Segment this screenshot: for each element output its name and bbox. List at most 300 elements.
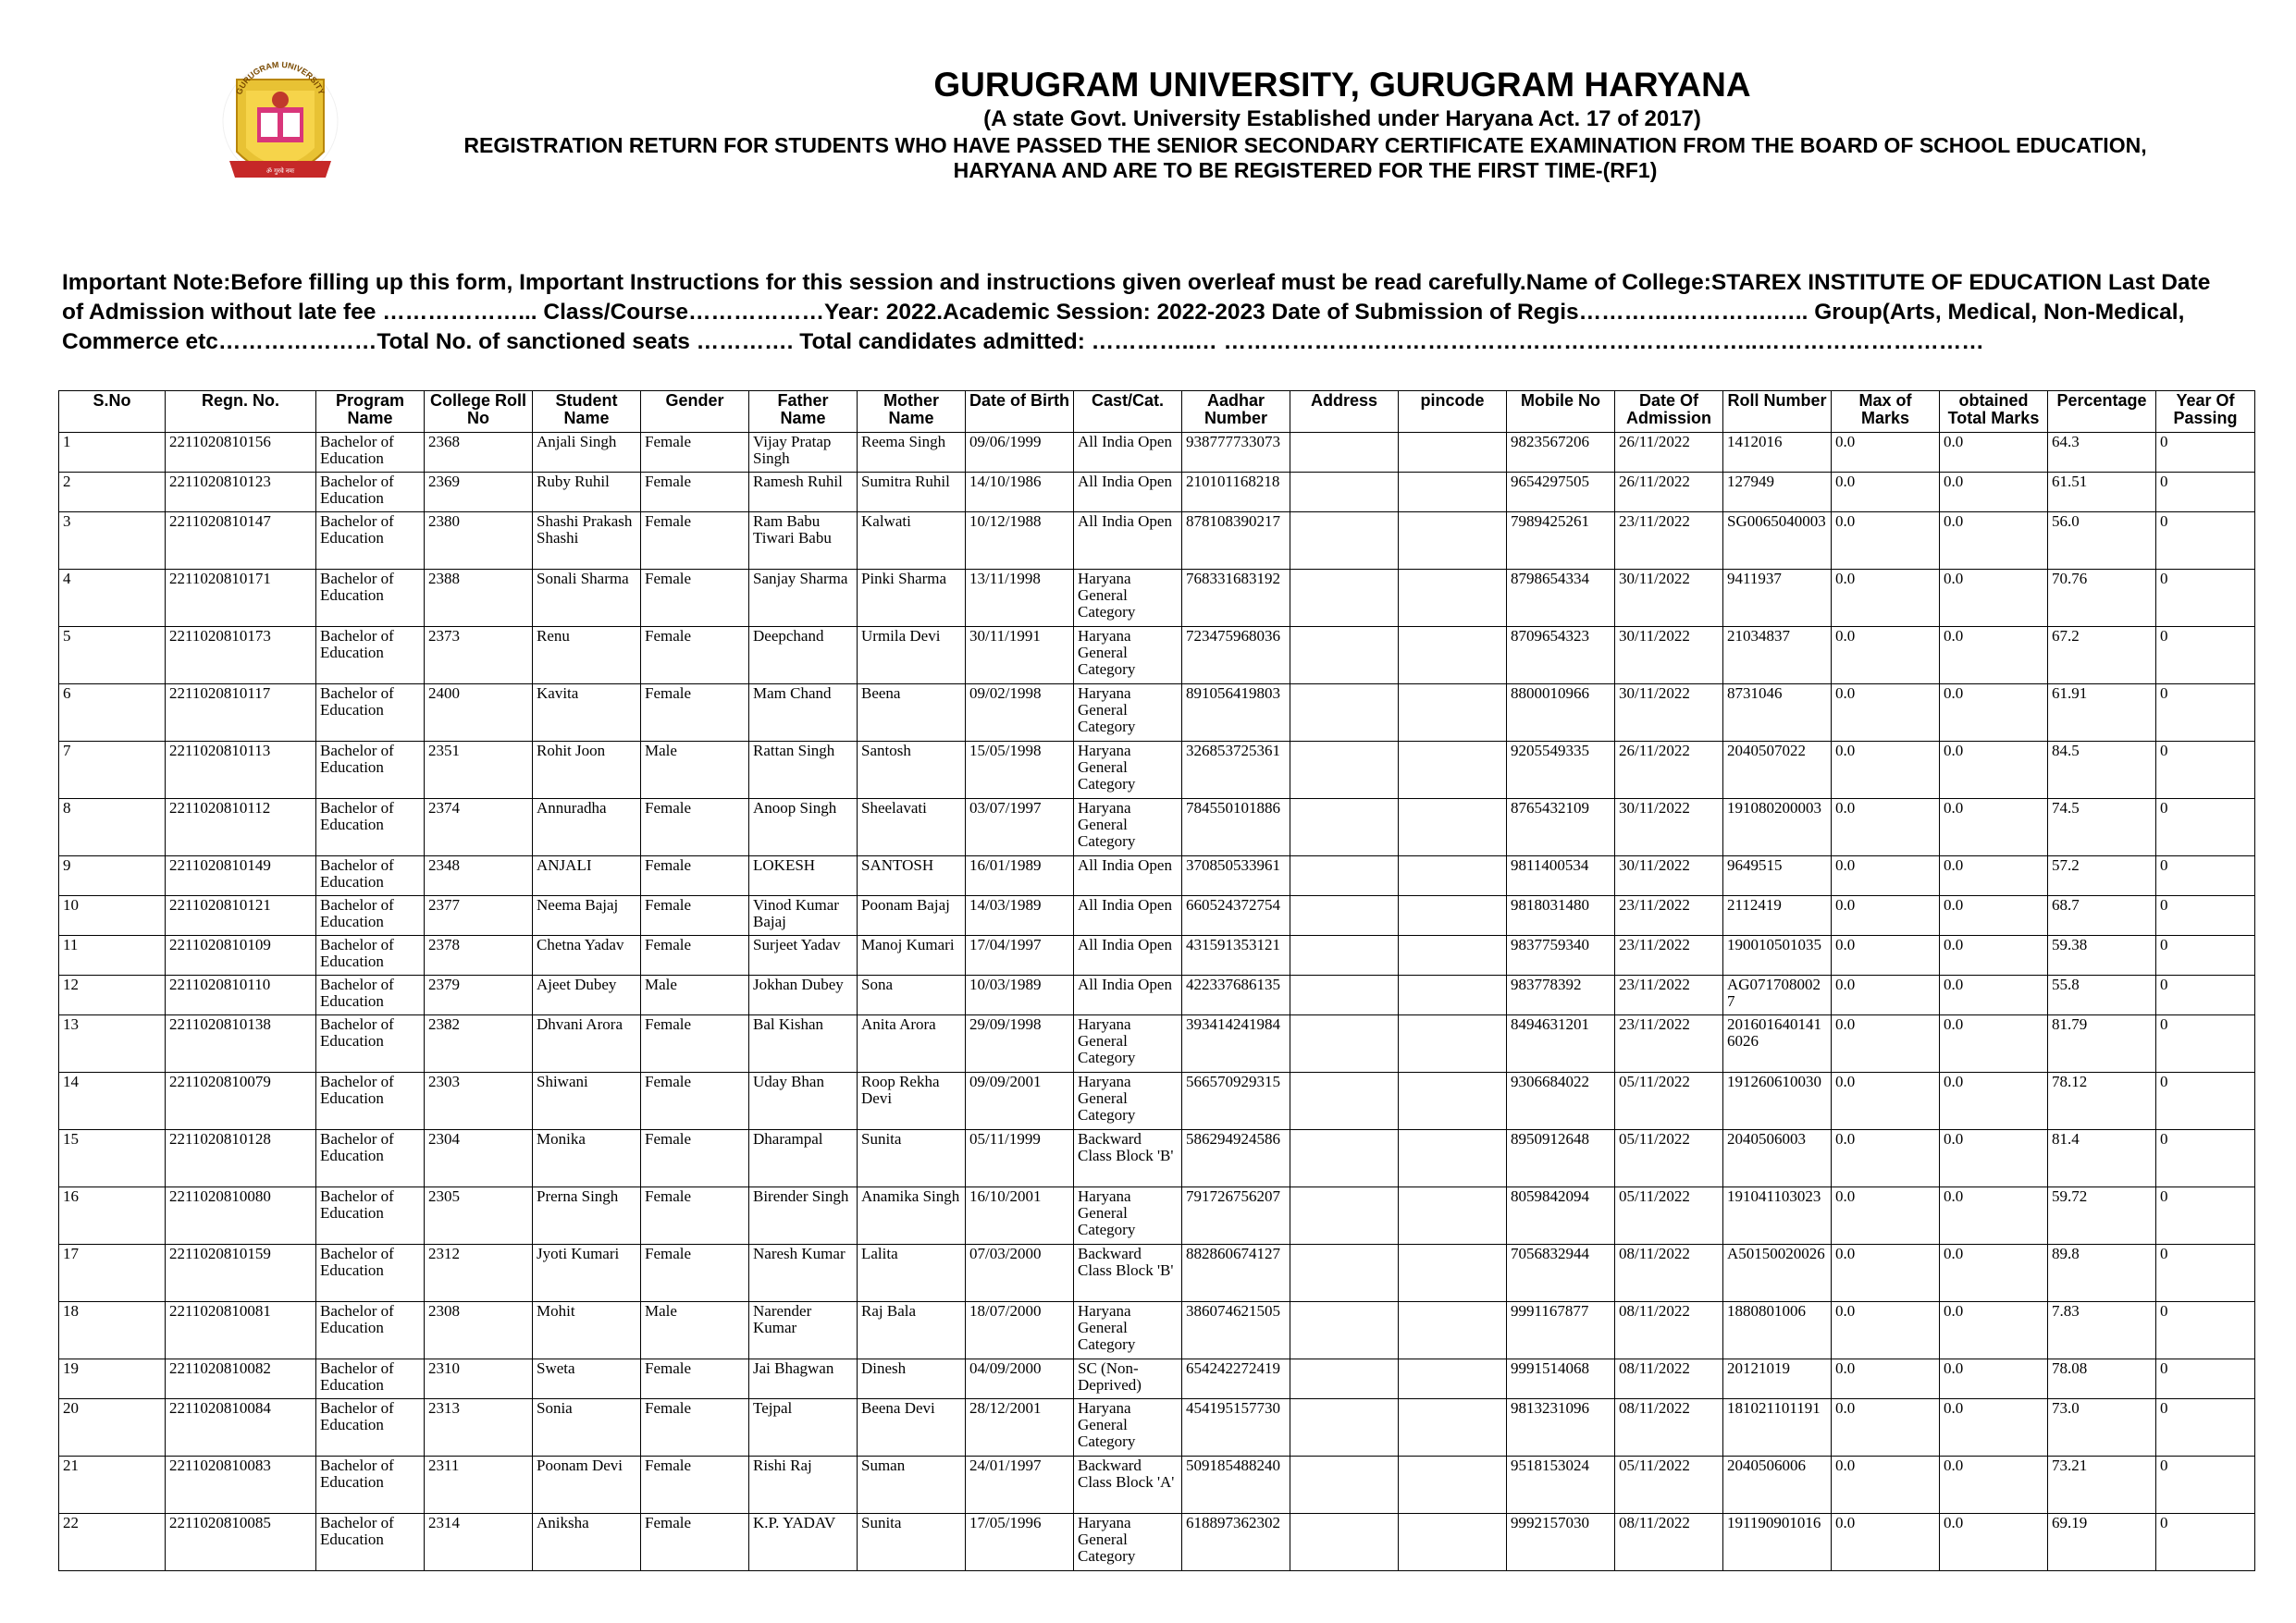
table-cell: Male bbox=[641, 742, 749, 799]
table-cell: Female bbox=[641, 684, 749, 742]
table-cell: 9306684022 bbox=[1507, 1073, 1615, 1130]
table-cell: 17 bbox=[59, 1245, 166, 1302]
table-cell: 12 bbox=[59, 976, 166, 1015]
form-title-line1: REGISTRATION RETURN FOR STUDENTS WHO HAVE PASSED THE SENIOR SECONDARY CERTIFICATE EXAMINATION FROM THE BOARD OF SCHOOL EDUCATION, bbox=[463, 133, 2147, 157]
table-cell: 78.08 bbox=[2048, 1359, 2156, 1399]
table-cell: 2211020810138 bbox=[166, 1015, 316, 1073]
table-cell: 0.0 bbox=[1832, 1302, 1940, 1359]
important-note: Important Note:Before filling up this form, Important Instructions for this session and instructions given overleaf must be read carefully.Name of College:STAREX INSTITUTE OF EDUCATION Last Date of Admission without late fee ………………... Class/Course………………Year: 2022.Academic Session: 2022-2023 Date of Submission of Regis………….………….….. Group(Arts, Medical, Non-Medical, Commerce etc…………………Total No. of sanctioned seats …………. Total candidates admitted: …………..… ……………………………………………………………..………………………… bbox=[62, 270, 2211, 354]
table-cell: Lalita bbox=[858, 1245, 966, 1302]
table-cell: 2378 bbox=[425, 936, 533, 976]
table-cell bbox=[1290, 742, 1399, 799]
table-cell: Sweta bbox=[533, 1359, 641, 1399]
table-cell: SG0065040003 bbox=[1723, 512, 1832, 570]
table-cell: Female bbox=[641, 512, 749, 570]
table-cell: 30/11/2022 bbox=[1615, 570, 1723, 627]
table-cell: 08/11/2022 bbox=[1615, 1245, 1723, 1302]
table-cell: 2211020810156 bbox=[166, 433, 316, 473]
table-cell: Female bbox=[641, 1245, 749, 1302]
table-cell: Haryana General Category bbox=[1074, 570, 1182, 627]
table-cell: 191190901016 bbox=[1723, 1514, 1832, 1571]
table-cell: 70.76 bbox=[2048, 570, 2156, 627]
table-cell: Narender Kumar bbox=[749, 1302, 858, 1359]
table-cell: 0.0 bbox=[1832, 1359, 1940, 1399]
table-cell: 2112419 bbox=[1723, 896, 1832, 936]
table-cell: 14/03/1989 bbox=[966, 896, 1074, 936]
table-cell: 566570929315 bbox=[1182, 1073, 1290, 1130]
table-cell: 2377 bbox=[425, 896, 533, 936]
table-cell: 9 bbox=[59, 856, 166, 896]
table-cell: 04/09/2000 bbox=[966, 1359, 1074, 1399]
table-cell: 0 bbox=[2156, 627, 2255, 684]
table-cell: 8494631201 bbox=[1507, 1015, 1615, 1073]
table-cell: 2211020810173 bbox=[166, 627, 316, 684]
table-cell: Anamika Singh bbox=[858, 1187, 966, 1245]
table-row bbox=[59, 742, 2255, 799]
table-cell: 0 bbox=[2156, 512, 2255, 570]
table-cell: 0 bbox=[2156, 473, 2255, 512]
table-cell: 0 bbox=[2156, 1514, 2255, 1571]
table-row bbox=[59, 1015, 2255, 1073]
table-cell: 08/11/2022 bbox=[1615, 1302, 1723, 1359]
table-cell: Female bbox=[641, 473, 749, 512]
table-cell: 0 bbox=[2156, 742, 2255, 799]
table-cell: 0.0 bbox=[1940, 570, 2048, 627]
table-cell bbox=[1399, 799, 1507, 856]
table-cell: 57.2 bbox=[2048, 856, 2156, 896]
table-cell: 0.0 bbox=[1832, 742, 1940, 799]
table-row bbox=[59, 1073, 2255, 1130]
table-cell: Urmila Devi bbox=[858, 627, 966, 684]
table-cell: 05/11/2022 bbox=[1615, 1457, 1723, 1514]
table-cell: Manoj Kumari bbox=[858, 936, 966, 976]
table-cell: 0.0 bbox=[1940, 1015, 2048, 1073]
table-cell: 07/03/2000 bbox=[966, 1245, 1074, 1302]
table-cell: 2211020810110 bbox=[166, 976, 316, 1015]
table-cell: 9818031480 bbox=[1507, 896, 1615, 936]
table-cell: 0.0 bbox=[1940, 512, 2048, 570]
university-logo bbox=[220, 43, 340, 227]
table-row bbox=[59, 684, 2255, 742]
table-cell: 0 bbox=[2156, 1015, 2255, 1073]
table-cell: 2382 bbox=[425, 1015, 533, 1073]
table-cell: 2211020810113 bbox=[166, 742, 316, 799]
table-cell: 586294924586 bbox=[1182, 1130, 1290, 1187]
table-cell: All India Open bbox=[1074, 976, 1182, 1015]
table-row bbox=[59, 1457, 2255, 1514]
table-cell: 2368 bbox=[425, 433, 533, 473]
table-cell: 09/09/2001 bbox=[966, 1073, 1074, 1130]
column-header: Aadhar Number bbox=[1182, 391, 1290, 433]
table-cell: 0.0 bbox=[1940, 896, 2048, 936]
column-header: Date Of Admission bbox=[1615, 391, 1723, 433]
table-cell: 0.0 bbox=[1832, 1073, 1940, 1130]
table-cell: 0.0 bbox=[1832, 1187, 1940, 1245]
table-cell: Bachelor of Education bbox=[316, 742, 425, 799]
table-cell bbox=[1290, 1245, 1399, 1302]
table-cell: Suman bbox=[858, 1457, 966, 1514]
table-cell bbox=[1399, 1130, 1507, 1187]
table-cell: 1412016 bbox=[1723, 433, 1832, 473]
table-cell: 0.0 bbox=[1832, 896, 1940, 936]
table-cell: 0.0 bbox=[1940, 627, 2048, 684]
table-cell: 2304 bbox=[425, 1130, 533, 1187]
table-row bbox=[59, 799, 2255, 856]
table-row bbox=[59, 1399, 2255, 1457]
table-cell: 190010501035 bbox=[1723, 936, 1832, 976]
table-cell: 68.7 bbox=[2048, 896, 2156, 936]
table-cell: Male bbox=[641, 976, 749, 1015]
table-cell: 09/02/1998 bbox=[966, 684, 1074, 742]
table-cell: 2400 bbox=[425, 684, 533, 742]
table-row bbox=[59, 1514, 2255, 1571]
table-cell: 0 bbox=[2156, 799, 2255, 856]
table-cell: 20121019 bbox=[1723, 1359, 1832, 1399]
table-cell: 0.0 bbox=[1940, 1359, 2048, 1399]
table-cell: Female bbox=[641, 799, 749, 856]
table-cell: 2314 bbox=[425, 1514, 533, 1571]
table-cell: 81.79 bbox=[2048, 1015, 2156, 1073]
table-cell: Male bbox=[641, 1302, 749, 1359]
table-cell: Sumitra Ruhil bbox=[858, 473, 966, 512]
table-cell: 509185488240 bbox=[1182, 1457, 1290, 1514]
table-cell: 55.8 bbox=[2048, 976, 2156, 1015]
table-cell: 11 bbox=[59, 936, 166, 976]
table-cell: 28/12/2001 bbox=[966, 1399, 1074, 1457]
table-cell: Bachelor of Education bbox=[316, 627, 425, 684]
table-cell: Bachelor of Education bbox=[316, 473, 425, 512]
table-cell: 2211020810081 bbox=[166, 1302, 316, 1359]
table-header-row bbox=[59, 391, 2255, 433]
table-cell bbox=[1290, 1130, 1399, 1187]
table-cell: 74.5 bbox=[2048, 799, 2156, 856]
table-cell: 30/11/2022 bbox=[1615, 856, 1723, 896]
table-cell: 0.0 bbox=[1940, 1514, 2048, 1571]
table-cell: Haryana General Category bbox=[1074, 1187, 1182, 1245]
table-cell: All India Open bbox=[1074, 856, 1182, 896]
table-row bbox=[59, 627, 2255, 684]
table-cell: Backward Class Block 'B' bbox=[1074, 1245, 1182, 1302]
table-cell: 0.0 bbox=[1940, 1302, 2048, 1359]
table-cell: 0 bbox=[2156, 896, 2255, 936]
table-cell: Female bbox=[641, 1514, 749, 1571]
table-cell: Rattan Singh bbox=[749, 742, 858, 799]
table-cell: 2312 bbox=[425, 1245, 533, 1302]
table-cell: Backward Class Block 'B' bbox=[1074, 1130, 1182, 1187]
table-cell bbox=[1290, 1359, 1399, 1399]
table-cell: 21 bbox=[59, 1457, 166, 1514]
table-row bbox=[59, 936, 2255, 976]
table-cell: 78.12 bbox=[2048, 1073, 2156, 1130]
table-cell: 2348 bbox=[425, 856, 533, 896]
column-header: Gender bbox=[641, 391, 749, 433]
table-cell: 7 bbox=[59, 742, 166, 799]
table-cell: 9518153024 bbox=[1507, 1457, 1615, 1514]
table-cell: 723475968036 bbox=[1182, 627, 1290, 684]
table-row bbox=[59, 570, 2255, 627]
table-cell bbox=[1290, 1457, 1399, 1514]
table-cell: 7989425261 bbox=[1507, 512, 1615, 570]
table-row bbox=[59, 1359, 2255, 1399]
table-cell: Haryana General Category bbox=[1074, 627, 1182, 684]
table-cell bbox=[1290, 1399, 1399, 1457]
table-cell: 9991514068 bbox=[1507, 1359, 1615, 1399]
table-cell: 22 bbox=[59, 1514, 166, 1571]
table-cell: 08/11/2022 bbox=[1615, 1359, 1723, 1399]
table-cell: 0.0 bbox=[1832, 473, 1940, 512]
university-subtitle: (A state Govt. University Established under Haryana Act. 17 of 2017) bbox=[983, 106, 1701, 131]
table-cell: 1880801006 bbox=[1723, 1302, 1832, 1359]
table-cell: 0.0 bbox=[1832, 1457, 1940, 1514]
table-cell: 14/10/1986 bbox=[966, 473, 1074, 512]
table-cell: Pinki Sharma bbox=[858, 570, 966, 627]
table-cell: Haryana General Category bbox=[1074, 1015, 1182, 1073]
form-title-line2: HARYANA AND ARE TO BE REGISTERED FOR THE FIRST TIME-(RF1) bbox=[953, 158, 1658, 182]
table-cell: 0 bbox=[2156, 433, 2255, 473]
table-cell bbox=[1290, 1514, 1399, 1571]
table-cell: 2379 bbox=[425, 976, 533, 1015]
table-cell: 16/01/1989 bbox=[966, 856, 1074, 896]
table-cell: 7.83 bbox=[2048, 1302, 2156, 1359]
table-cell: 0.0 bbox=[1940, 1130, 2048, 1187]
table-cell: 938777733073 bbox=[1182, 433, 1290, 473]
table-cell: 16/10/2001 bbox=[966, 1187, 1074, 1245]
table-cell: 73.0 bbox=[2048, 1399, 2156, 1457]
table-cell: 5 bbox=[59, 627, 166, 684]
table-cell: Shashi Prakash Shashi bbox=[533, 512, 641, 570]
table-cell: 0 bbox=[2156, 1399, 2255, 1457]
table-cell: 9813231096 bbox=[1507, 1399, 1615, 1457]
table-cell bbox=[1399, 742, 1507, 799]
table-cell: Haryana General Category bbox=[1074, 1399, 1182, 1457]
table-cell: 370850533961 bbox=[1182, 856, 1290, 896]
table-cell: 59.72 bbox=[2048, 1187, 2156, 1245]
table-cell: 61.91 bbox=[2048, 684, 2156, 742]
table-cell: 2374 bbox=[425, 799, 533, 856]
university-emblem bbox=[220, 43, 340, 227]
table-cell bbox=[1290, 856, 1399, 896]
table-cell: 0 bbox=[2156, 976, 2255, 1015]
table-cell: 08/11/2022 bbox=[1615, 1399, 1723, 1457]
table-cell: Anoop Singh bbox=[749, 799, 858, 856]
table-cell: 2351 bbox=[425, 742, 533, 799]
table-cell: Female bbox=[641, 1457, 749, 1514]
table-cell: Bachelor of Education bbox=[316, 433, 425, 473]
column-header: Father Name bbox=[749, 391, 858, 433]
table-cell: 10 bbox=[59, 896, 166, 936]
table-cell: Sonali Sharma bbox=[533, 570, 641, 627]
svg-text:GURUGRAM UNIVERSITY: GURUGRAM UNIVERSITY bbox=[234, 59, 327, 96]
table-cell: Naresh Kumar bbox=[749, 1245, 858, 1302]
table-cell: 0.0 bbox=[1940, 976, 2048, 1015]
table-cell: 29/09/1998 bbox=[966, 1015, 1074, 1073]
table-cell: 03/07/1997 bbox=[966, 799, 1074, 856]
table-cell: 0 bbox=[2156, 1187, 2255, 1245]
table-cell: Roop Rekha Devi bbox=[858, 1073, 966, 1130]
table-cell: 30/11/1991 bbox=[966, 627, 1074, 684]
table-cell: 0.0 bbox=[1940, 856, 2048, 896]
table-cell: 784550101886 bbox=[1182, 799, 1290, 856]
table-cell: Sheelavati bbox=[858, 799, 966, 856]
table-cell: Shiwani bbox=[533, 1073, 641, 1130]
table-cell bbox=[1290, 1015, 1399, 1073]
table-cell: Female bbox=[641, 1130, 749, 1187]
table-cell: 0.0 bbox=[1940, 1245, 2048, 1302]
table-cell: 2211020810128 bbox=[166, 1130, 316, 1187]
table-row bbox=[59, 1187, 2255, 1245]
table-cell bbox=[1399, 473, 1507, 512]
table-cell: 0 bbox=[2156, 856, 2255, 896]
table-cell: 7056832944 bbox=[1507, 1245, 1615, 1302]
table-cell: 84.5 bbox=[2048, 742, 2156, 799]
table-cell: 422337686135 bbox=[1182, 976, 1290, 1015]
university-title: GURUGRAM UNIVERSITY, GURUGRAM HARYANA bbox=[933, 66, 1751, 104]
column-header: Year Of Passing bbox=[2156, 391, 2255, 433]
table-cell: 2308 bbox=[425, 1302, 533, 1359]
table-cell: Bachelor of Education bbox=[316, 1514, 425, 1571]
table-cell: Surjeet Yadav bbox=[749, 936, 858, 976]
table-cell: 59.38 bbox=[2048, 936, 2156, 976]
table-cell: Dhvani Arora bbox=[533, 1015, 641, 1073]
table-cell bbox=[1399, 1187, 1507, 1245]
table-cell: Female bbox=[641, 1187, 749, 1245]
table-cell: 2311 bbox=[425, 1457, 533, 1514]
table-cell: 891056419803 bbox=[1182, 684, 1290, 742]
table-cell: 0 bbox=[2156, 1245, 2255, 1302]
table-cell: Kavita bbox=[533, 684, 641, 742]
table-cell: Annuradha bbox=[533, 799, 641, 856]
table-cell: Vinod Kumar Bajaj bbox=[749, 896, 858, 936]
table-cell: 0.0 bbox=[1832, 856, 1940, 896]
table-cell: Bachelor of Education bbox=[316, 1187, 425, 1245]
table-cell: Rishi Raj bbox=[749, 1457, 858, 1514]
table-cell: 2305 bbox=[425, 1187, 533, 1245]
table-cell bbox=[1399, 1457, 1507, 1514]
table-cell: 0.0 bbox=[1832, 684, 1940, 742]
table-cell: Female bbox=[641, 627, 749, 684]
table-cell: 26/11/2022 bbox=[1615, 742, 1723, 799]
table-cell: Female bbox=[641, 856, 749, 896]
table-cell: 0.0 bbox=[1832, 433, 1940, 473]
table-cell: 0.0 bbox=[1940, 742, 2048, 799]
table-cell: 386074621505 bbox=[1182, 1302, 1290, 1359]
column-header: Program Name bbox=[316, 391, 425, 433]
table-cell: 2211020810159 bbox=[166, 1245, 316, 1302]
table-cell: Tejpal bbox=[749, 1399, 858, 1457]
table-cell: Santosh bbox=[858, 742, 966, 799]
table-cell: A50150020026 bbox=[1723, 1245, 1832, 1302]
table-cell: 0.0 bbox=[1832, 799, 1940, 856]
table-cell bbox=[1399, 1245, 1507, 1302]
table-cell: Backward Class Block 'A' bbox=[1074, 1457, 1182, 1514]
table-cell: 2211020810149 bbox=[166, 856, 316, 896]
table-cell: AG0717080027 bbox=[1723, 976, 1832, 1015]
table-cell bbox=[1399, 936, 1507, 976]
column-header: College Roll No bbox=[425, 391, 533, 433]
table-cell: 2369 bbox=[425, 473, 533, 512]
column-header: obtained Total Marks bbox=[1940, 391, 2048, 433]
table-cell: Sunita bbox=[858, 1130, 966, 1187]
table-cell: 2373 bbox=[425, 627, 533, 684]
table-cell: 210101168218 bbox=[1182, 473, 1290, 512]
table-cell: 8059842094 bbox=[1507, 1187, 1615, 1245]
table-cell: 0.0 bbox=[1832, 936, 1940, 976]
table-cell: 0.0 bbox=[1940, 433, 2048, 473]
table-cell: 181021101191 bbox=[1723, 1399, 1832, 1457]
table-cell: Bachelor of Education bbox=[316, 896, 425, 936]
table-cell bbox=[1399, 1359, 1507, 1399]
table-cell bbox=[1290, 684, 1399, 742]
table-cell: Vijay Pratap Singh bbox=[749, 433, 858, 473]
table-body bbox=[59, 433, 2255, 1571]
table-cell: 9823567206 bbox=[1507, 433, 1615, 473]
table-cell: 393414241984 bbox=[1182, 1015, 1290, 1073]
table-cell: 18 bbox=[59, 1302, 166, 1359]
table-cell: 0.0 bbox=[1940, 1399, 2048, 1457]
table-cell: 0.0 bbox=[1832, 976, 1940, 1015]
table-cell: 1 bbox=[59, 433, 166, 473]
table-cell: Female bbox=[641, 1015, 749, 1073]
table-cell: All India Open bbox=[1074, 936, 1182, 976]
table-cell bbox=[1399, 976, 1507, 1015]
table-cell: Ram Babu Tiwari Babu bbox=[749, 512, 858, 570]
table-cell: 9205549335 bbox=[1507, 742, 1615, 799]
table-row bbox=[59, 1245, 2255, 1302]
registration-table bbox=[58, 390, 2255, 1571]
table-cell: 2211020810123 bbox=[166, 473, 316, 512]
table-cell: Bachelor of Education bbox=[316, 1399, 425, 1457]
table-cell: LOKESH bbox=[749, 856, 858, 896]
table-cell: 191080200003 bbox=[1723, 799, 1832, 856]
table-cell: 2040506003 bbox=[1723, 1130, 1832, 1187]
table-cell: 0.0 bbox=[1832, 512, 1940, 570]
table-cell: 191041103023 bbox=[1723, 1187, 1832, 1245]
table-cell: Female bbox=[641, 1073, 749, 1130]
table-cell: 2211020810171 bbox=[166, 570, 316, 627]
table-cell: Female bbox=[641, 1359, 749, 1399]
table-cell: Bachelor of Education bbox=[316, 1130, 425, 1187]
table-cell: Anjali Singh bbox=[533, 433, 641, 473]
table-cell: Female bbox=[641, 570, 749, 627]
table-cell: 0.0 bbox=[1832, 1514, 1940, 1571]
page-header bbox=[352, 65, 2259, 183]
table-cell: 2040506006 bbox=[1723, 1457, 1832, 1514]
table-cell: 10/12/1988 bbox=[966, 512, 1074, 570]
table-row bbox=[59, 473, 2255, 512]
table-cell: 18/07/2000 bbox=[966, 1302, 1074, 1359]
table-row bbox=[59, 896, 2255, 936]
table-cell: 768331683192 bbox=[1182, 570, 1290, 627]
table-cell: 0.0 bbox=[1832, 1130, 1940, 1187]
table-cell: 2211020810117 bbox=[166, 684, 316, 742]
table-cell: Deepchand bbox=[749, 627, 858, 684]
table-cell: 64.3 bbox=[2048, 433, 2156, 473]
table-cell: 0 bbox=[2156, 936, 2255, 976]
table-cell: 30/11/2022 bbox=[1615, 627, 1723, 684]
column-header: pincode bbox=[1399, 391, 1507, 433]
table-cell: 2388 bbox=[425, 570, 533, 627]
table-cell: 8 bbox=[59, 799, 166, 856]
table-cell: Kalwati bbox=[858, 512, 966, 570]
table-cell: 2313 bbox=[425, 1399, 533, 1457]
table-cell: Bachelor of Education bbox=[316, 1073, 425, 1130]
table-cell: Bachelor of Education bbox=[316, 684, 425, 742]
table-cell: 26/11/2022 bbox=[1615, 473, 1723, 512]
table-cell: 26/11/2022 bbox=[1615, 433, 1723, 473]
table-cell: Jai Bhagwan bbox=[749, 1359, 858, 1399]
table-cell: Dharampal bbox=[749, 1130, 858, 1187]
table-cell: All India Open bbox=[1074, 473, 1182, 512]
